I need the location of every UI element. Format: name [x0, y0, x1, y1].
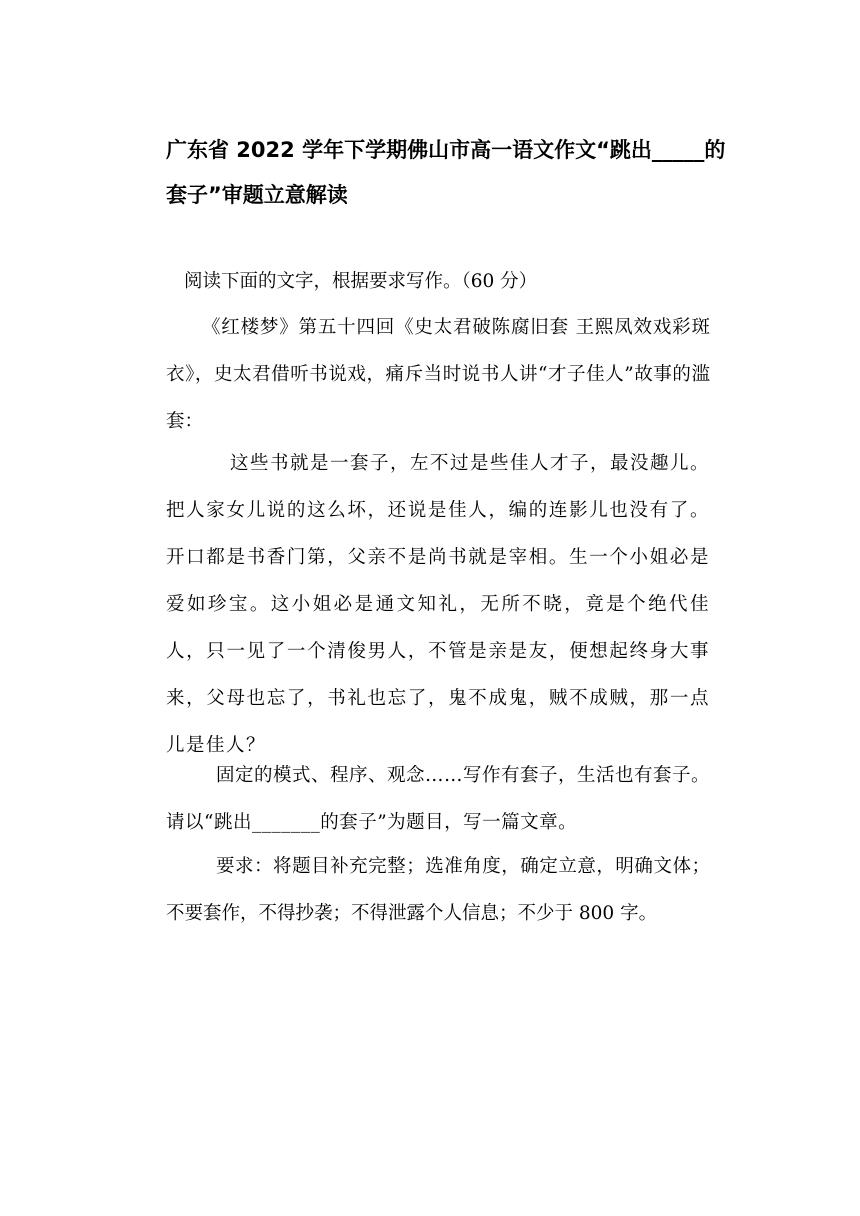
- source-paragraph: 《红楼梦》第五十四回《史太君破陈腐旧套 王熙凤效戏彩斑衣》，史太君借听书说戏，痛斥当时说书人讲“才子佳人”故事的滥套：: [166, 317, 710, 432]
- prompt-paragraph: 固定的模式、程序、观念……写作有套子，生活也有套子。请以“跳出_______的套子”为题目，写一篇文章。: [166, 765, 711, 833]
- quote-paragraph: 这些书就是一套子，左不过是些佳人才子，最没趣儿。把人家女儿说的这么坏，还说是佳人，编的连影儿也没有了。开口都是书香门第，父亲不是尚书就是宰相。生一个小姐必是爱如珍宝。这小姐必是通文知礼，无所不晓，竟是个绝代佳人，只一见了一个清俊男人，不管是亲是友，便想起终身大事来，父母也忘了，书礼也忘了，鬼不成鬼，贼不成贼，那一点儿是佳人？: [166, 453, 711, 756]
- document-title: 广东省 2022 学年下学期佛山市高一语文作文“跳出_____的套子”审题立意解读: [166, 138, 726, 207]
- requirements-paragraph: 要求：将题目补充完整；选准角度，确定立意，明确文体；不要套作，不得抄袭；不得泄露个人信息；不少于 800 字。: [166, 856, 710, 924]
- instruction-text: 阅读下面的文字，根据要求写作。（60 分）: [184, 271, 538, 292]
- instruction-paragraph: [166, 258, 710, 305]
